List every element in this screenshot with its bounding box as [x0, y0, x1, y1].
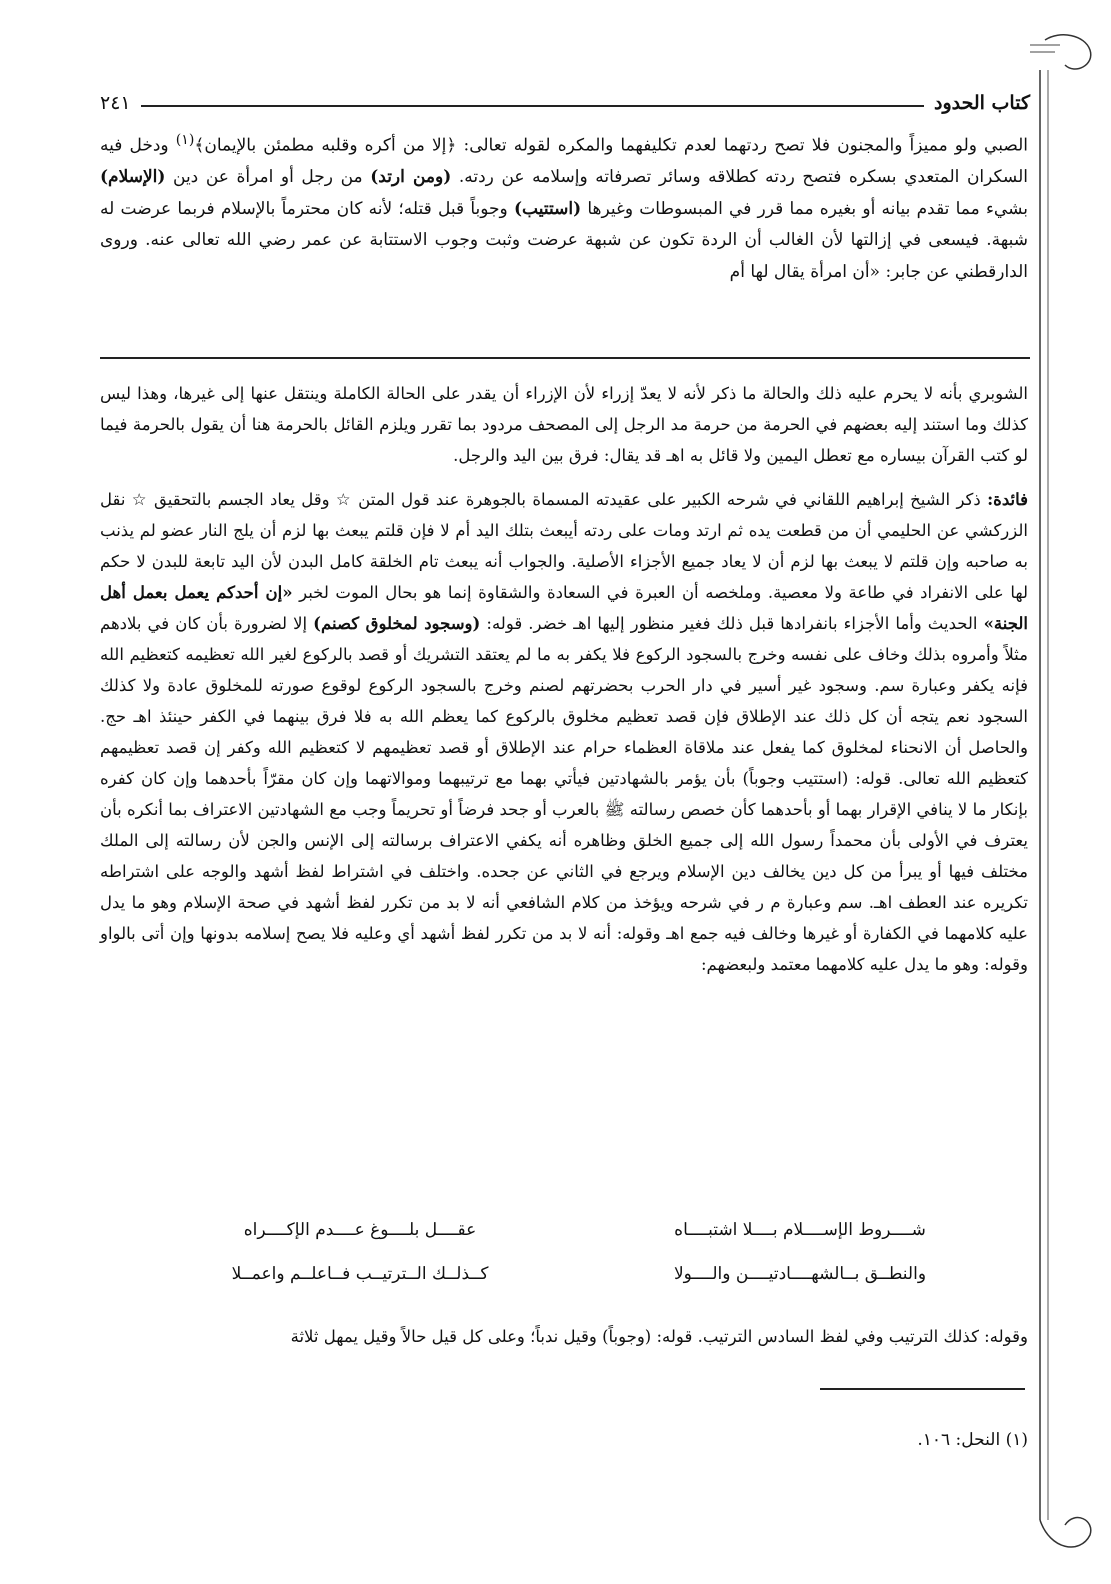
- bold-term: (ومن ارتد): [370, 167, 452, 188]
- commentary-segment: الحديث وأما الأجزاء بانفرادها قبل ذلك فغير منظور إليها اهـ خضر. قوله:: [480, 614, 984, 633]
- footnote: (١) النحل: ١٠٦.: [917, 1430, 1028, 1450]
- main-segment: وجوباً قبل قتله؛ لأنه كان محترماً بالإسلام فربما عرضت له شبهة. فيسعى في إزالتها لأن الغالب أن الردة تكون عن شبهة عرضت وثبت وجوب الاستتابة عن عمر رضي الله تعالى عنه. وروى الدارقطني عن جابر: «أن امرأة يقال لها أم: [100, 198, 1028, 282]
- commentary-segment: إلا لضرورة بأن كان في بلادهم مثلاً وأمروه بذلك وخاف على نفسه وخرج بالسجود الركوع فلا يكفر به ما لم يعتقد التشريك أو قصد بالركوع لغير الله تعظيمه كتعظيم الله فإنه يكفر وعبارة سم. وسجود غير أسير في دار الحرب بحضرتهم لصنم وخرج بالسجود الركوع لوقوع صورته للمخلوق عادة ولا كذلك السجود نعم يتجه أن كل ذلك عند الإطلاق فإن قصد تعظيم مخلوق بالركوع كما يعظم الله به فلا فرق بينهما في الكفر حينئذ اهـ حج. والحاصل أن الانحناء لمخلوق كما يفعل عند ملاقاة العظماء حرام عند الإطلاق أو قصد تعظيمهم لا كتعظيم الله وكفر إن قصد تعظيمهم كتعظيم الله تعالى. قوله: (استتيب وجوباً) بأن يؤمر بالشهادتين فيأتي بهما مع ترتيبهما وموالاتهما وإن كان مقرّاً بأحدهما وإن كان كفره بإنكار ما لا ينافي الإقرار بهما أو بأحدهما كأن خصص رسالته ﷺ بالعرب أو جحد فرضاً أو تحريماً وجب مع الشهادتين الاعتراف بما أنكره بأن يعترف في الأولى بأن محمداً رسول الله إلى جميع الخلق وظاهره أنه يكفي الاعتراف برسالته إلى الإنس والجن لأن رسالته إلى الملك مختلف فيها أو يبرأ من كل دين يخالف دين الإسلام ويرجع في الثاني عن جحده. واختلف في اشتراط لفظ أشهد والوجه على اشتراطه تكريره عند العطف اهـ. سم وعبارة م ر في شرحه ويؤخذ من كلام الشافعي أنه لا بد من تكرر لفظ أشهد في صحة الإسلام وهو ما يدل عليه كلامهما في الكفارة أو غيرها وخالف فيه جمع اهـ وقوله: أنه لا بد من تكرر لفظ أشهد أي وعليه فلا يصح إسلامه بدونها وإن أتى بالواو وقوله: وهو ما يدل عليه كلامهما معتمد ولبعضهم:: [99, 614, 1028, 974]
- main-segment: من رجل أو امرأة عن دين: [165, 167, 371, 188]
- poem-hemistich: شــــروط الإســــلام بــــلا اشتبــــاه: [674, 1220, 926, 1240]
- scroll-border-ornament: [1030, 30, 1100, 1560]
- section-divider: [100, 357, 1030, 359]
- page-header: [100, 85, 1030, 121]
- commentary-paragraph: الشوبري بأنه لا يحرم عليه ذلك والحالة ما ذكر لأنه لا يعدّ إزراء لأن الإزراء أن يقدر على الحالة الكاملة وينتقل عنها إلى غيرها، وهذا ليس كذلك وما استند إليه بعضهم في الحرمة من حرمة مد الرجل إلى المصحف مردود بما تقرر ويلزم القائل بالحرمة هنا أن يقول بالحرمة فيما لو كتب القرآن بيساره مع تعطل اليمين ولا قائل به اهـ قد يقال: فرق بين اليد والرجل.: [100, 384, 1028, 465]
- poem: [180, 1208, 980, 1296]
- bold-term: (استتيب): [513, 198, 582, 219]
- commentary: [100, 378, 1028, 994]
- main-text: [100, 125, 1028, 288]
- commentary-segment: ذكر الشيخ إبراهيم اللقاني في شرحه الكبير على عقيدته المسماة بالجوهرة عند قول المتن ☆ وقل يعاد الجسم بالتحقيق ☆ نقل الزركشي عن الحليمي أن من قطعت يده ثم ارتد ومات على ردته أيبعث بتلك اليد أم لا فإن قلتم يبعث بها لزم أن يلج النار عضو لم يذنب به صاحبه وإن قلتم لا يبعث بها لزم أن لا يعاد جميع الأجزاء الأصلية. والجواب أنه يبعث تام الخلقة كامل البدن لأن اليد تابعة للبدن لا حكم لها على الانفراد في طاعة ولا معصية. وملخصه أن العبرة في السعادة والشقاوة إنما هو بحال الموت لخبر: [100, 490, 1028, 602]
- book-title: كتاب الحدود: [933, 92, 1030, 114]
- main-segment: الصبي ولو مميزاً والمجنون فلا تصح ردتهما لعدم تكليفهما والمكره لقوله تعالى: ﴿إلا من أكره وقلبه مطمئن بالإيمان﴾: [194, 135, 1028, 156]
- main-segment: ودخل فيه السكران المتعدي بسكره فتصح ردته كطلاقه وسائر تصرفاته وإسلامه عن ردته.: [100, 135, 1028, 188]
- page-number: ٢٤١: [100, 92, 131, 114]
- commentary-paragraph: [100, 484, 1028, 980]
- poem-line: [180, 1208, 980, 1252]
- main-segment: بشيء مما تقدم بيانه أو بغيره مما قرر في المبسوطات وغيرها: [581, 198, 1029, 219]
- faida-label: فائدة:: [987, 490, 1028, 509]
- footnote-divider: [820, 1388, 1025, 1390]
- bold-term: (وسجود لمخلوق كصنم): [313, 614, 481, 633]
- bold-term: (الإسلام): [100, 167, 166, 188]
- poem-hemistich: كــذلــك الــترتيــب فــاعلــم واعمــلا: [231, 1264, 489, 1284]
- poem-hemistich: عقــــل بلــــوغ عــــدم الإكــــراه: [243, 1220, 477, 1240]
- poem-hemistich: والنطــق بــالشهــــادتيــــن والــــولا: [673, 1264, 927, 1284]
- bold-term: «إن أحدكم يعمل بعمل أهل الجنة»: [100, 583, 1028, 633]
- after-poem-text: وقوله: كذلك الترتيب وفي لفظ السادس الترتيب. قوله: (وجوباً) وقيل ندباً؛ وعلى كل قيل حالاً وقيل يمهل ثلاثة: [290, 1327, 1028, 1346]
- poem-line: [180, 1252, 980, 1296]
- footnote-ref: (١): [175, 132, 195, 148]
- header-rule: [141, 105, 924, 107]
- main-paragraph: [100, 125, 1028, 288]
